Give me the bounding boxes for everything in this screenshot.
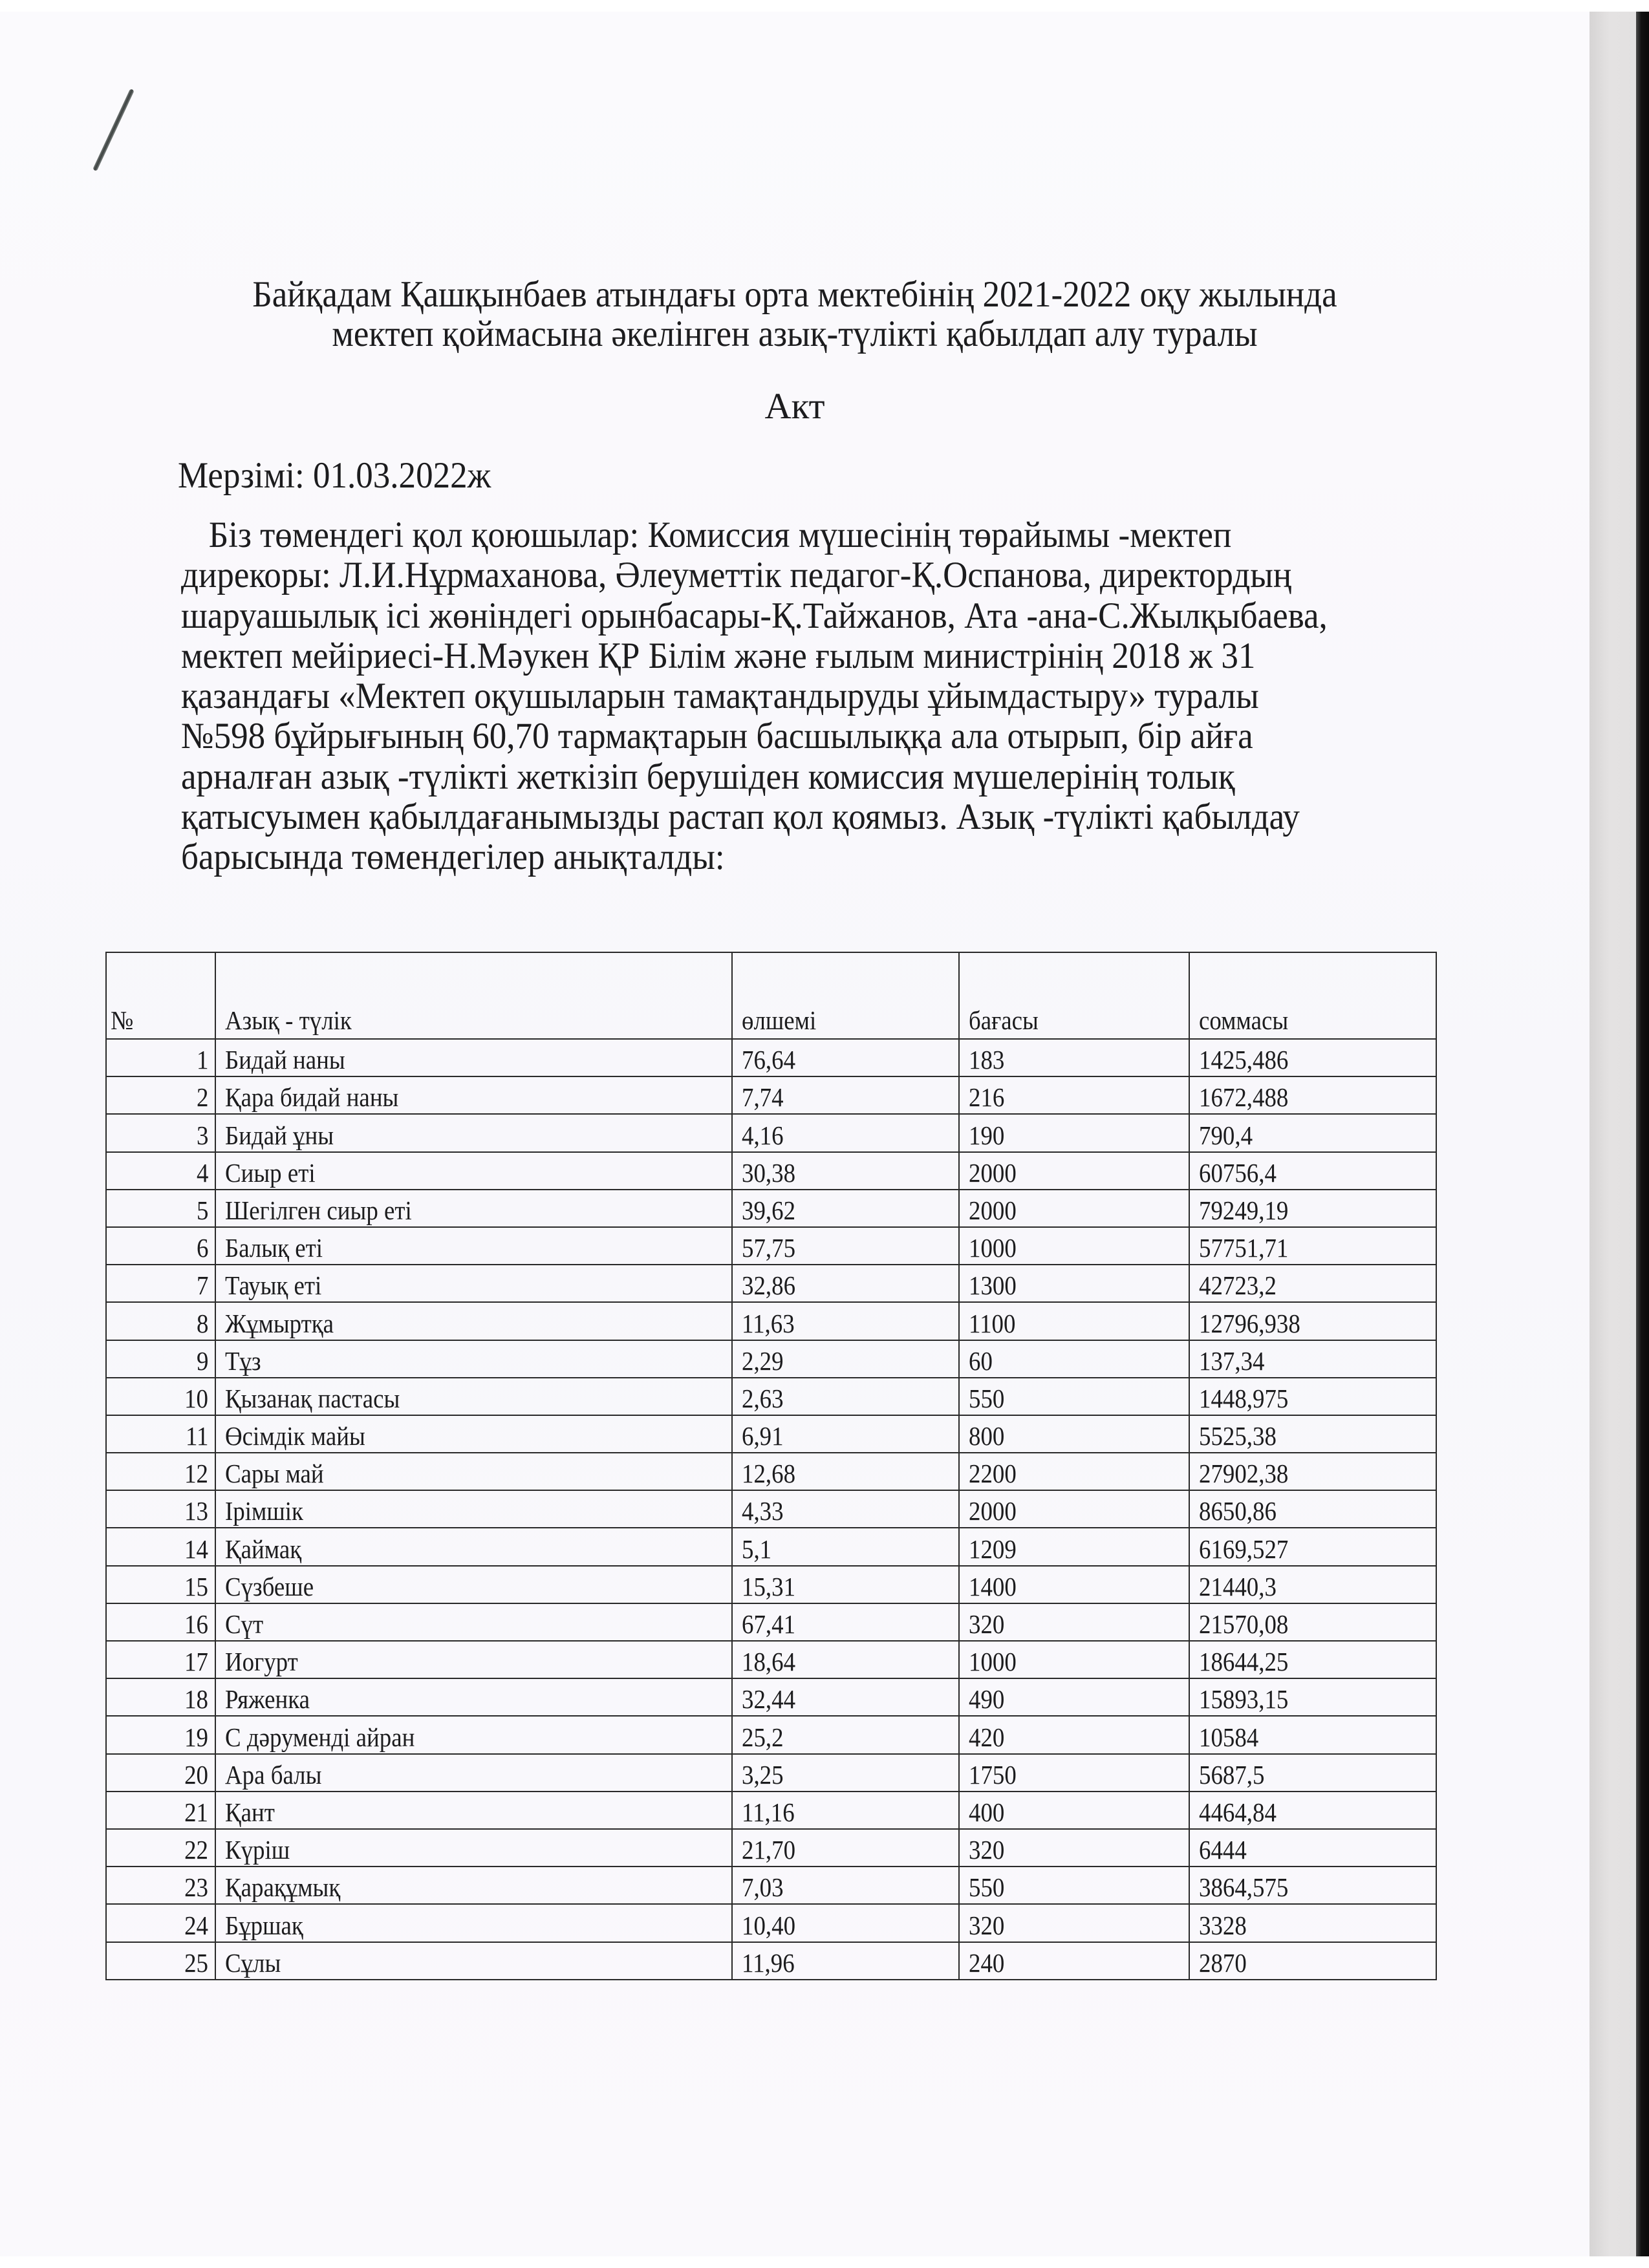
row-number-cell: 8: [106, 1302, 215, 1340]
product-name-cell: С дәруменді айран: [215, 1716, 732, 1753]
product-name-cell: Шегілген сиыр еті: [215, 1190, 732, 1227]
row-number-cell: 20: [106, 1754, 215, 1792]
table-row: [106, 1792, 1436, 1829]
quantity-cell: 5,1: [732, 1528, 959, 1565]
product-name-cell: Күріш: [215, 1829, 732, 1867]
row-number-cell: 6: [106, 1227, 215, 1265]
table-row: [106, 1678, 1436, 1716]
scan-bottom-margin: [0, 2256, 1649, 2268]
row-number-cell: 25: [106, 1942, 215, 1980]
quantity-cell: 30,38: [732, 1152, 959, 1190]
table-row: [106, 1190, 1436, 1227]
header-total: соммасы: [1189, 952, 1436, 1039]
total-cell: 6169,527: [1189, 1528, 1436, 1565]
table-row: [106, 1415, 1436, 1453]
total-cell: 42723,2: [1189, 1265, 1436, 1302]
table-row: [106, 1152, 1436, 1190]
row-number-cell: 10: [106, 1378, 215, 1415]
table-row: [106, 1603, 1436, 1641]
table-row: [106, 1378, 1436, 1415]
price-cell: 1000: [959, 1227, 1189, 1265]
total-cell: 8650,86: [1189, 1490, 1436, 1528]
commission-statement-paragraph: [181, 515, 1328, 878]
quantity-cell: 39,62: [732, 1190, 959, 1227]
scanner-edge-border: [1636, 12, 1649, 2256]
table-row: [106, 1829, 1436, 1867]
total-cell: 12796,938: [1189, 1302, 1436, 1340]
table-row: [106, 1302, 1436, 1340]
total-cell: 5525,38: [1189, 1415, 1436, 1453]
total-cell: 6444: [1189, 1829, 1436, 1867]
document-date: Мерзімі: 01.03.2022ж: [178, 455, 491, 496]
product-name-cell: Сұлы: [215, 1942, 732, 1980]
table-row: [106, 1942, 1436, 1980]
total-cell: 60756,4: [1189, 1152, 1436, 1190]
row-number-cell: 15: [106, 1566, 215, 1603]
header-product: Азық - түлік: [215, 952, 732, 1039]
price-cell: 550: [959, 1378, 1189, 1415]
quantity-cell: 7,74: [732, 1076, 959, 1114]
row-number-cell: 3: [106, 1114, 215, 1151]
paragraph-line: барысында төмендегілер анықталды:: [181, 837, 725, 878]
food-products-table: [105, 952, 1437, 1980]
product-name-cell: Сары май: [215, 1453, 732, 1490]
product-name-cell: Балық еті: [215, 1227, 732, 1265]
total-cell: 5687,5: [1189, 1754, 1436, 1792]
table-row: [106, 1641, 1436, 1678]
header-quantity: өлшемі: [732, 952, 959, 1039]
quantity-cell: 4,33: [732, 1490, 959, 1528]
total-cell: 18644,25: [1189, 1641, 1436, 1678]
row-number-cell: 11: [106, 1415, 215, 1453]
paragraph-line: қатысуымен қабылдағанымызды растап қол қоямыз. Азық -түлікті қабылдау: [181, 797, 1300, 838]
price-cell: 216: [959, 1076, 1189, 1114]
price-cell: 1400: [959, 1566, 1189, 1603]
product-name-cell: Сүт: [215, 1603, 732, 1641]
row-number-cell: 12: [106, 1453, 215, 1490]
product-name-cell: Қарақұмық: [215, 1867, 732, 1904]
row-number-cell: 24: [106, 1904, 215, 1942]
total-cell: 137,34: [1189, 1340, 1436, 1378]
row-number-cell: 4: [106, 1152, 215, 1190]
product-name-cell: Бидай ұны: [215, 1114, 732, 1151]
row-number-cell: 2: [106, 1076, 215, 1114]
table-row: [106, 1039, 1436, 1076]
total-cell: 10584: [1189, 1716, 1436, 1753]
product-name-cell: Өсімдік майы: [215, 1415, 732, 1453]
price-cell: 420: [959, 1716, 1189, 1753]
product-name-cell: Бұршақ: [215, 1904, 732, 1942]
row-number-cell: 7: [106, 1265, 215, 1302]
title-line-1: Байқадам Қашқынбаев атындағы орта мектебінің 2021-2022 оқу жылында: [252, 274, 1337, 315]
quantity-cell: 25,2: [732, 1716, 959, 1753]
price-cell: 320: [959, 1603, 1189, 1641]
product-name-cell: Бидай наны: [215, 1039, 732, 1076]
table-row: [106, 1716, 1436, 1753]
total-cell: 3864,575: [1189, 1867, 1436, 1904]
document-type-heading: Акт: [764, 386, 825, 427]
total-cell: 4464,84: [1189, 1792, 1436, 1829]
product-name-cell: Қант: [215, 1792, 732, 1829]
total-cell: 21440,3: [1189, 1566, 1436, 1603]
table-row: [106, 1453, 1436, 1490]
quantity-cell: 3,25: [732, 1754, 959, 1792]
total-cell: 15893,15: [1189, 1678, 1436, 1716]
product-name-cell: Ара балы: [215, 1754, 732, 1792]
total-cell: 1448,975: [1189, 1378, 1436, 1415]
table-row: [106, 1227, 1436, 1265]
product-name-cell: Қаймақ: [215, 1528, 732, 1565]
product-name-cell: Қара бидай наны: [215, 1076, 732, 1114]
quantity-cell: 57,75: [732, 1227, 959, 1265]
product-name-cell: Ірімшік: [215, 1490, 732, 1528]
price-cell: 1209: [959, 1528, 1189, 1565]
title-line-2: мектеп қоймасына әкелінген азық-түлікті қабылдап алу туралы: [332, 314, 1258, 354]
table-row: [106, 1490, 1436, 1528]
price-cell: 60: [959, 1340, 1189, 1378]
total-cell: 3328: [1189, 1904, 1436, 1942]
total-cell: 2870: [1189, 1942, 1436, 1980]
quantity-cell: 76,64: [732, 1039, 959, 1076]
paragraph-line: Біз төмендегі қол қоюшылар: Комиссия мүшесінің төрайымы -мектеп: [208, 515, 1232, 555]
price-cell: 240: [959, 1942, 1189, 1980]
product-name-cell: Сүзбеше: [215, 1566, 732, 1603]
quantity-cell: 10,40: [732, 1904, 959, 1942]
product-name-cell: Сиыр еті: [215, 1152, 732, 1190]
price-cell: 2000: [959, 1152, 1189, 1190]
row-number-cell: 9: [106, 1340, 215, 1378]
table-row: [106, 1867, 1436, 1904]
row-number-cell: 22: [106, 1829, 215, 1867]
row-number-cell: 21: [106, 1792, 215, 1829]
row-number-cell: 1: [106, 1039, 215, 1076]
total-cell: 21570,08: [1189, 1603, 1436, 1641]
row-number-cell: 16: [106, 1603, 215, 1641]
document-title: [56, 275, 1534, 354]
price-cell: 400: [959, 1792, 1189, 1829]
quantity-cell: 11,16: [732, 1792, 959, 1829]
price-cell: 1000: [959, 1641, 1189, 1678]
row-number-cell: 18: [106, 1678, 215, 1716]
quantity-cell: 21,70: [732, 1829, 959, 1867]
paragraph-line: арналған азық -түлікті жеткізіп берушіден комиссия мүшелерінің толық: [181, 756, 1235, 797]
table-row: [106, 1076, 1436, 1114]
quantity-cell: 18,64: [732, 1641, 959, 1678]
paragraph-line: дирекоры: Л.И.Нұрмаханова, Әлеуметтік педагог-Қ.Оспанова, директордың: [181, 555, 1292, 596]
header-number: №: [106, 952, 215, 1039]
table-row: [106, 1340, 1436, 1378]
price-cell: 1300: [959, 1265, 1189, 1302]
price-cell: 2000: [959, 1490, 1189, 1528]
price-cell: 490: [959, 1678, 1189, 1716]
quantity-cell: 32,86: [732, 1265, 959, 1302]
price-cell: 183: [959, 1039, 1189, 1076]
price-cell: 320: [959, 1904, 1189, 1942]
product-name-cell: Қызанақ пастасы: [215, 1378, 732, 1415]
quantity-cell: 4,16: [732, 1114, 959, 1151]
quantity-cell: 7,03: [732, 1867, 959, 1904]
header-price: бағасы: [959, 952, 1189, 1039]
table-row: [106, 1528, 1436, 1565]
quantity-cell: 11,63: [732, 1302, 959, 1340]
total-cell: 57751,71: [1189, 1227, 1436, 1265]
total-cell: 1425,486: [1189, 1039, 1436, 1076]
price-cell: 550: [959, 1867, 1189, 1904]
row-number-cell: 17: [106, 1641, 215, 1678]
price-cell: 2000: [959, 1190, 1189, 1227]
table-row: [106, 1566, 1436, 1603]
row-number-cell: 13: [106, 1490, 215, 1528]
quantity-cell: 6,91: [732, 1415, 959, 1453]
row-number-cell: 19: [106, 1716, 215, 1753]
table-row: [106, 1114, 1436, 1151]
price-cell: 320: [959, 1829, 1189, 1867]
table-row: [106, 1754, 1436, 1792]
total-cell: 790,4: [1189, 1114, 1436, 1151]
price-cell: 190: [959, 1114, 1189, 1151]
paragraph-line: шаруашылық ісі жөніндегі орынбасары-Қ.Тайжанов, Ата -ана-С.Жылқыбаева,: [181, 595, 1328, 636]
total-cell: 27902,38: [1189, 1453, 1436, 1490]
row-number-cell: 5: [106, 1190, 215, 1227]
product-name-cell: Иогурт: [215, 1641, 732, 1678]
quantity-cell: 12,68: [732, 1453, 959, 1490]
row-number-cell: 23: [106, 1867, 215, 1904]
row-number-cell: 14: [106, 1528, 215, 1565]
paragraph-line: мектеп мейіриесі-Н.Мәукен ҚР Білім және ғылым министрінің 2018 ж 31: [181, 635, 1256, 676]
paragraph-line: №598 бұйрығының 60,70 тармақтарын басшылыққа ала отырып, бір айға: [181, 716, 1253, 757]
quantity-cell: 2,29: [732, 1340, 959, 1378]
paragraph-line: қазандағы «Мектеп оқушыларын тамақтандыруды ұйымдастыру» туралы: [181, 676, 1259, 717]
product-name-cell: Тұз: [215, 1340, 732, 1378]
product-name-cell: Жұмыртқа: [215, 1302, 732, 1340]
quantity-cell: 11,96: [732, 1942, 959, 1980]
quantity-cell: 2,63: [732, 1378, 959, 1415]
price-cell: 800: [959, 1415, 1189, 1453]
table-body: [106, 1039, 1436, 1980]
quantity-cell: 15,31: [732, 1566, 959, 1603]
product-name-cell: Тауық еті: [215, 1265, 732, 1302]
total-cell: 79249,19: [1189, 1190, 1436, 1227]
quantity-cell: 67,41: [732, 1603, 959, 1641]
price-cell: 2200: [959, 1453, 1189, 1490]
product-name-cell: Ряженка: [215, 1678, 732, 1716]
quantity-cell: 32,44: [732, 1678, 959, 1716]
table-row: [106, 1904, 1436, 1942]
scanner-edge-shadow: [1590, 12, 1639, 2256]
total-cell: 1672,488: [1189, 1076, 1436, 1114]
table-header-row: [106, 952, 1436, 1039]
table-row: [106, 1265, 1436, 1302]
price-cell: 1750: [959, 1754, 1189, 1792]
price-cell: 1100: [959, 1302, 1189, 1340]
